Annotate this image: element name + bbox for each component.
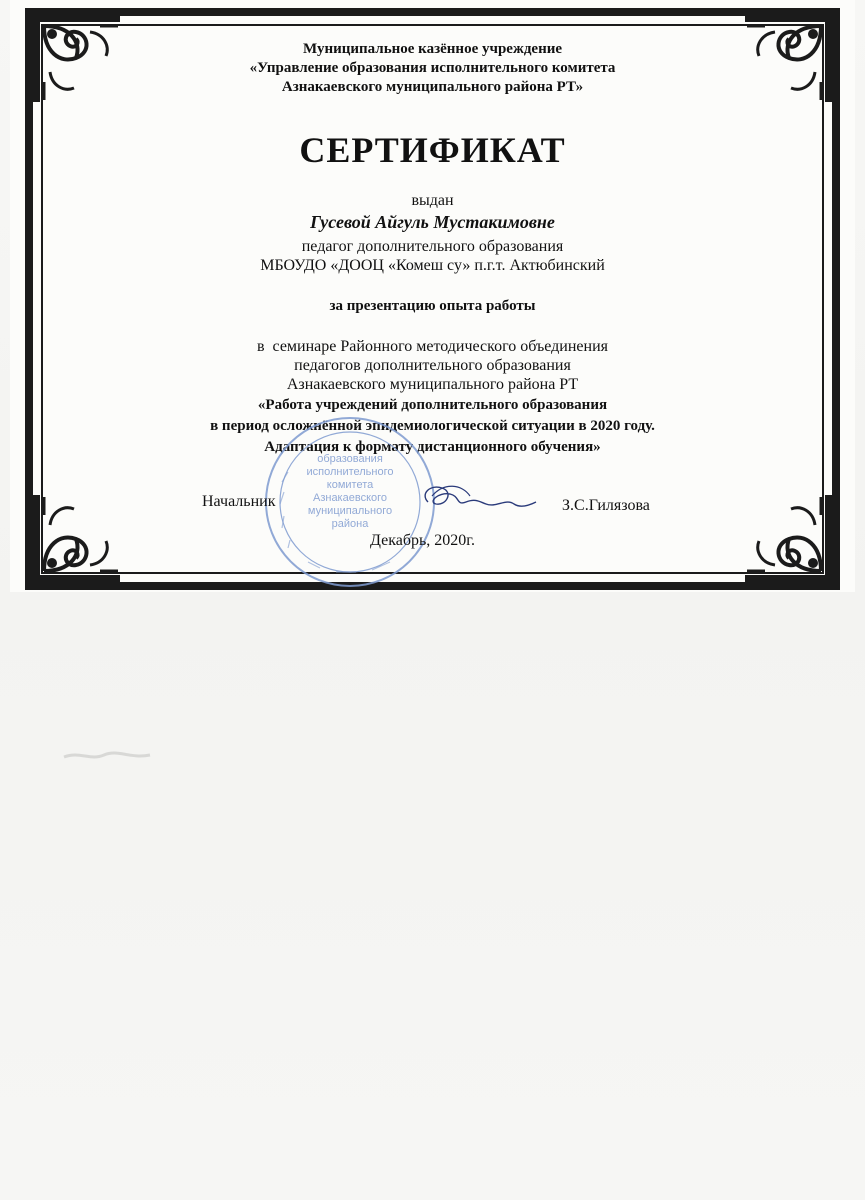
signature [410,472,540,522]
stamp-text-line: Азнакаевского [312,492,388,504]
scan-smudge [60,745,180,765]
organization-line-1: Муниципальное казённое учреждение [302,41,563,57]
stamp-text-line: образования [317,453,383,465]
award-reason: за презентацию опыта работы [329,298,536,314]
stamp-text-line: муниципального [307,505,393,517]
stamp-text-line: исполнительного [306,466,394,478]
organization-line-2: «Управление образования исполнительного комитета [249,60,616,76]
corner-ornament-icon [30,493,122,585]
organization-line-3: Азнакаевского муниципального района РТ» [281,79,584,95]
seminar-line-1: в семинаре Районного методического объединения [256,338,609,355]
topic-line-1: «Работа учреждений дополнительного образования [257,397,608,413]
recipient-school: МБОУДО «ДООЦ «Комеш су» п.г.т. Актюбинский [260,257,605,274]
seminar-line-3: Азнакаевского муниципального района РТ [286,376,579,393]
recipient-name: Гусевой Айгуль Мустакимовне [310,212,555,232]
recipient-position: педагог дополнительного образования [301,238,564,255]
signatory-name: З.С.Гилязова [562,497,650,514]
stamp-text-line: комитета [326,479,374,491]
issued-to-label: выдан [411,192,454,209]
signatory-role: Начальник [202,493,276,510]
seminar-line-2: педагогов дополнительного образования [294,357,571,374]
certificate-title: СЕРТИФИКАТ [299,130,566,170]
stamp-text-line: района [331,518,369,530]
topic-line-3: Адаптация к формату дистанционного обучения» [264,439,601,455]
topic-line-2: в период осложнённой эпидемиологической ситуации в 2020 году. [210,418,655,434]
corner-ornament-icon [743,493,835,585]
certificate-date: Декабрь, 2020г. [370,532,476,549]
